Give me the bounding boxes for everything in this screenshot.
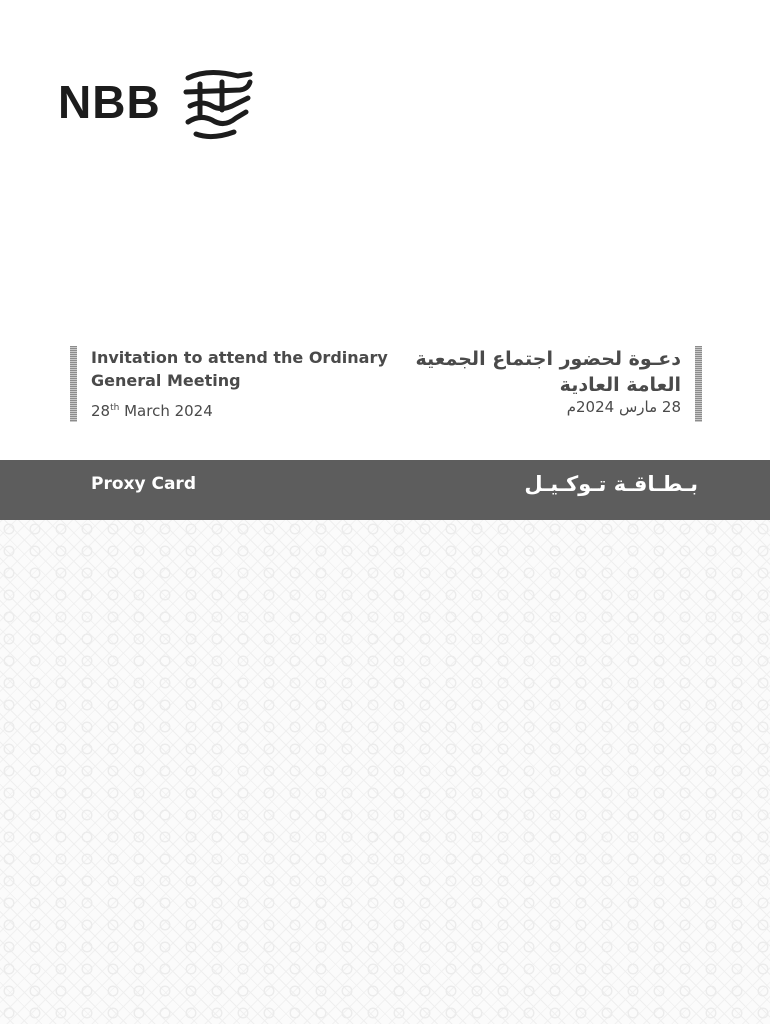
decorative-pattern-background xyxy=(0,520,770,1024)
date-ordinal-suffix: th xyxy=(110,403,120,413)
divider-bar-right xyxy=(695,346,702,422)
invitation-title-en: Invitation to attend the Ordinary General Meeting xyxy=(91,348,388,390)
invitation-english xyxy=(70,346,400,422)
divider-bar-left xyxy=(70,346,77,422)
date-month-year: March 2024 xyxy=(119,402,213,420)
nbb-logo xyxy=(58,62,258,142)
logo-arabic-calligraphy-icon xyxy=(178,62,258,142)
meeting-date-en xyxy=(91,402,213,420)
proxy-card-banner xyxy=(0,460,770,520)
proxy-card-title-en: Proxy Card xyxy=(91,474,196,494)
date-day: 28 xyxy=(91,402,111,420)
invitation-title-ar: دعـوة لحضور اجتماع الجمعية العامة العادية xyxy=(415,348,681,396)
proxy-card-title-ar: بـطـاقـة تـوكـيـل xyxy=(524,472,698,496)
logo-wordmark: NBB xyxy=(58,76,161,128)
invitation-arabic xyxy=(372,346,702,422)
meeting-date-ar: 28 مارس 2024م xyxy=(566,398,681,416)
